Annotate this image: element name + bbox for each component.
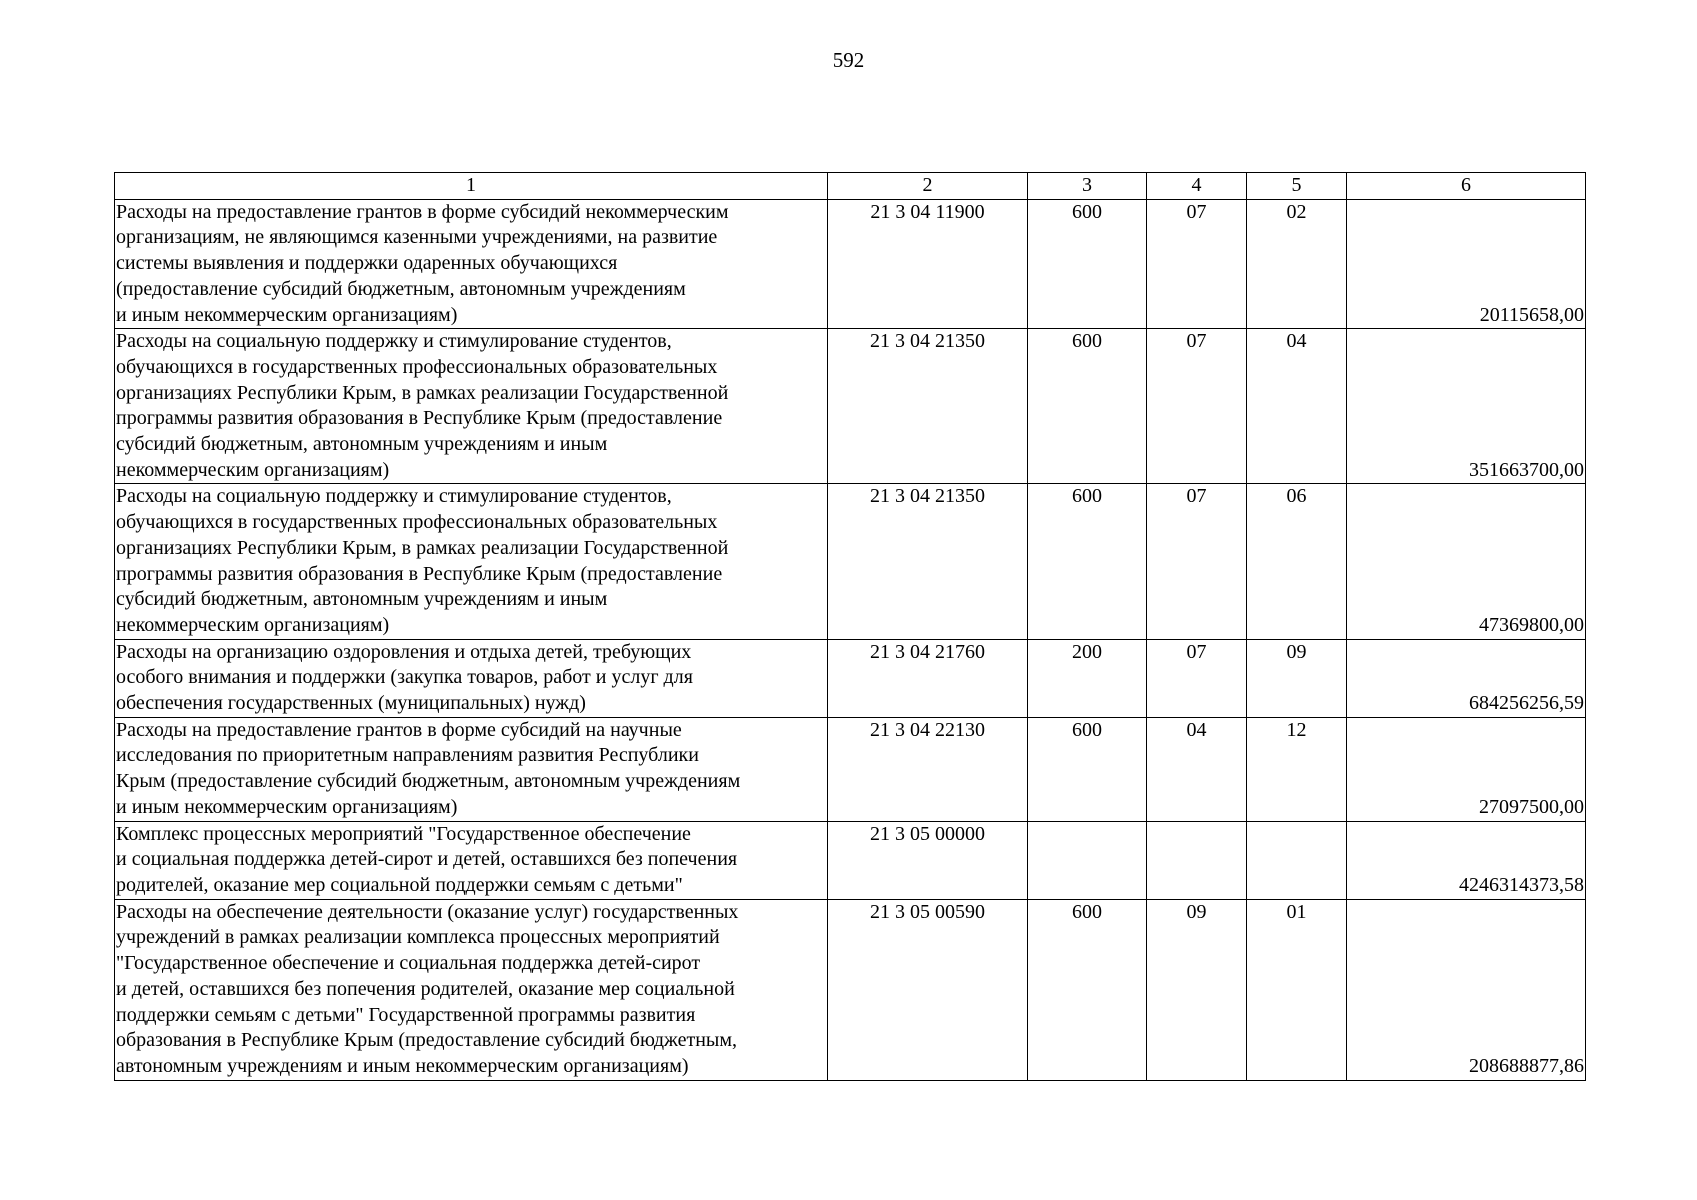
amount-cell: 4246314373,58 [1347,821,1586,899]
expense-type-cell: 200 [1028,639,1147,717]
expense-name-cell [115,717,828,821]
target-code-cell: 21 3 04 22130 [828,717,1028,821]
expense-name-line: организациям, не являющимся казенными учреждениями, на развитие [116,226,718,249]
expense-name-line: образования в Республике Крым (предоставление субсидий бюджетным, [116,1029,738,1052]
expense-name-cell [115,821,828,899]
expense-name-line: (предоставление субсидий бюджетным, автономным учреждениям [116,277,686,300]
expense-name-line: и детей, оставшихся без попечения родителей, оказание мер социальной [116,977,735,1000]
table-row [115,329,1586,484]
expense-name-line: обеспечения государственных (муниципальных) нужд) [116,692,586,715]
column-number: 4 [1147,173,1247,200]
expense-name-line: и иным некоммерческим организациям) [116,303,458,326]
section-cell: 07 [1147,199,1247,329]
column-number: 2 [828,173,1028,200]
expense-name-line: Расходы на обеспечение деятельности (оказание услуг) государственных [116,900,739,923]
expense-name-cell [115,199,828,329]
expense-type-cell: 600 [1028,484,1147,639]
expense-name-line: и социальная поддержка детей-сирот и детей, оставшихся без попечения [116,848,738,871]
expense-name-cell [115,899,828,1080]
section-cell: 07 [1147,329,1247,484]
expense-name-line: родителей, оказание мер социальной поддержки семьям с детьми" [116,873,683,896]
table-row [115,639,1586,717]
subsection-cell: 09 [1247,639,1347,717]
section-cell: 07 [1147,484,1247,639]
table-row [115,821,1586,899]
column-number-row [115,173,1586,200]
expense-name-line: исследования по приоритетным направлениям развития Республики [116,744,699,767]
subsection-cell [1247,821,1347,899]
expense-type-cell [1028,821,1147,899]
expense-name-line: обучающихся в государственных профессиональных образовательных [116,355,718,378]
expense-name-cell [115,329,828,484]
expense-name-line: Расходы на предоставление грантов в форме субсидий на научные [116,718,682,741]
expense-type-cell: 600 [1028,199,1147,329]
expense-name-line: и иным некоммерческим организациям) [116,795,458,818]
table-row [115,717,1586,821]
expense-name-line: Крым (предоставление субсидий бюджетным, автономным учреждениям [116,770,741,793]
target-code-cell: 21 3 04 21350 [828,329,1028,484]
page-number: 592 [832,48,865,72]
expense-name-line: "Государственное обеспечение и социальная поддержка детей-сирот [116,952,701,975]
expense-name-line: системы выявления и поддержки одаренных обучающихся [116,252,618,275]
expense-name-line: автономным учреждениям и иным некоммерческим организациям) [116,1054,689,1077]
expense-name-line: программы развития образования в Республике Крым (предоставление [116,407,723,430]
table-row [115,484,1586,639]
expense-type-cell: 600 [1028,717,1147,821]
table-row [115,199,1586,329]
budget-table [114,172,1586,1081]
column-number: 6 [1347,173,1586,200]
section-cell [1147,821,1247,899]
subsection-cell: 04 [1247,329,1347,484]
section-cell: 04 [1147,717,1247,821]
expense-name-line: поддержки семьям с детьми" Государственной программы развития [116,1003,696,1026]
amount-cell: 684256256,59 [1347,639,1586,717]
expense-name-line: Комплекс процессных мероприятий "Государственное обеспечение [116,822,691,845]
subsection-cell: 02 [1247,199,1347,329]
expense-name-line: особого внимания и поддержки (закупка товаров, работ и услуг для [116,666,693,689]
expense-name-cell [115,484,828,639]
amount-cell: 208688877,86 [1347,899,1586,1080]
expense-name-line: обучающихся в государственных профессиональных образовательных [116,511,718,534]
expense-name-line: учреждений в рамках реализации комплекса процессных мероприятий [116,926,720,949]
expense-type-cell: 600 [1028,899,1147,1080]
expense-name-line: Расходы на социальную поддержку и стимулирование студентов, [116,485,672,508]
table-row [115,899,1586,1080]
expense-name-cell [115,639,828,717]
expense-name-line: организациях Республики Крым, в рамках реализации Государственной [116,536,729,559]
target-code-cell: 21 3 04 21760 [828,639,1028,717]
expense-name-line: Расходы на предоставление грантов в форме субсидий некоммерческим [116,200,729,223]
amount-cell: 20115658,00 [1347,199,1586,329]
target-code-cell: 21 3 04 21350 [828,484,1028,639]
column-number: 3 [1028,173,1147,200]
expense-name-line: субсидий бюджетным, автономным учреждениям и иным [116,588,608,611]
expense-name-line: программы развития образования в Республике Крым (предоставление [116,562,723,585]
expense-name-line: организациях Республики Крым, в рамках реализации Государственной [116,381,729,404]
amount-cell: 47369800,00 [1347,484,1586,639]
column-number: 5 [1247,173,1347,200]
section-cell: 09 [1147,899,1247,1080]
amount-cell: 27097500,00 [1347,717,1586,821]
subsection-cell: 06 [1247,484,1347,639]
expense-type-cell: 600 [1028,329,1147,484]
target-code-cell: 21 3 05 00000 [828,821,1028,899]
expense-name-line: Расходы на организацию оздоровления и отдыха детей, требующих [116,640,692,663]
expense-name-line: некоммерческим организациям) [116,613,390,636]
amount-cell: 351663700,00 [1347,329,1586,484]
column-number: 1 [115,173,828,200]
section-cell: 07 [1147,639,1247,717]
subsection-cell: 12 [1247,717,1347,821]
subsection-cell: 01 [1247,899,1347,1080]
expense-name-line: некоммерческим организациям) [116,458,390,481]
target-code-cell: 21 3 04 11900 [828,199,1028,329]
expense-name-line: Расходы на социальную поддержку и стимулирование студентов, [116,330,672,353]
expense-name-line: субсидий бюджетным, автономным учреждениям и иным [116,433,608,456]
target-code-cell: 21 3 05 00590 [828,899,1028,1080]
table-body [115,173,1586,1081]
